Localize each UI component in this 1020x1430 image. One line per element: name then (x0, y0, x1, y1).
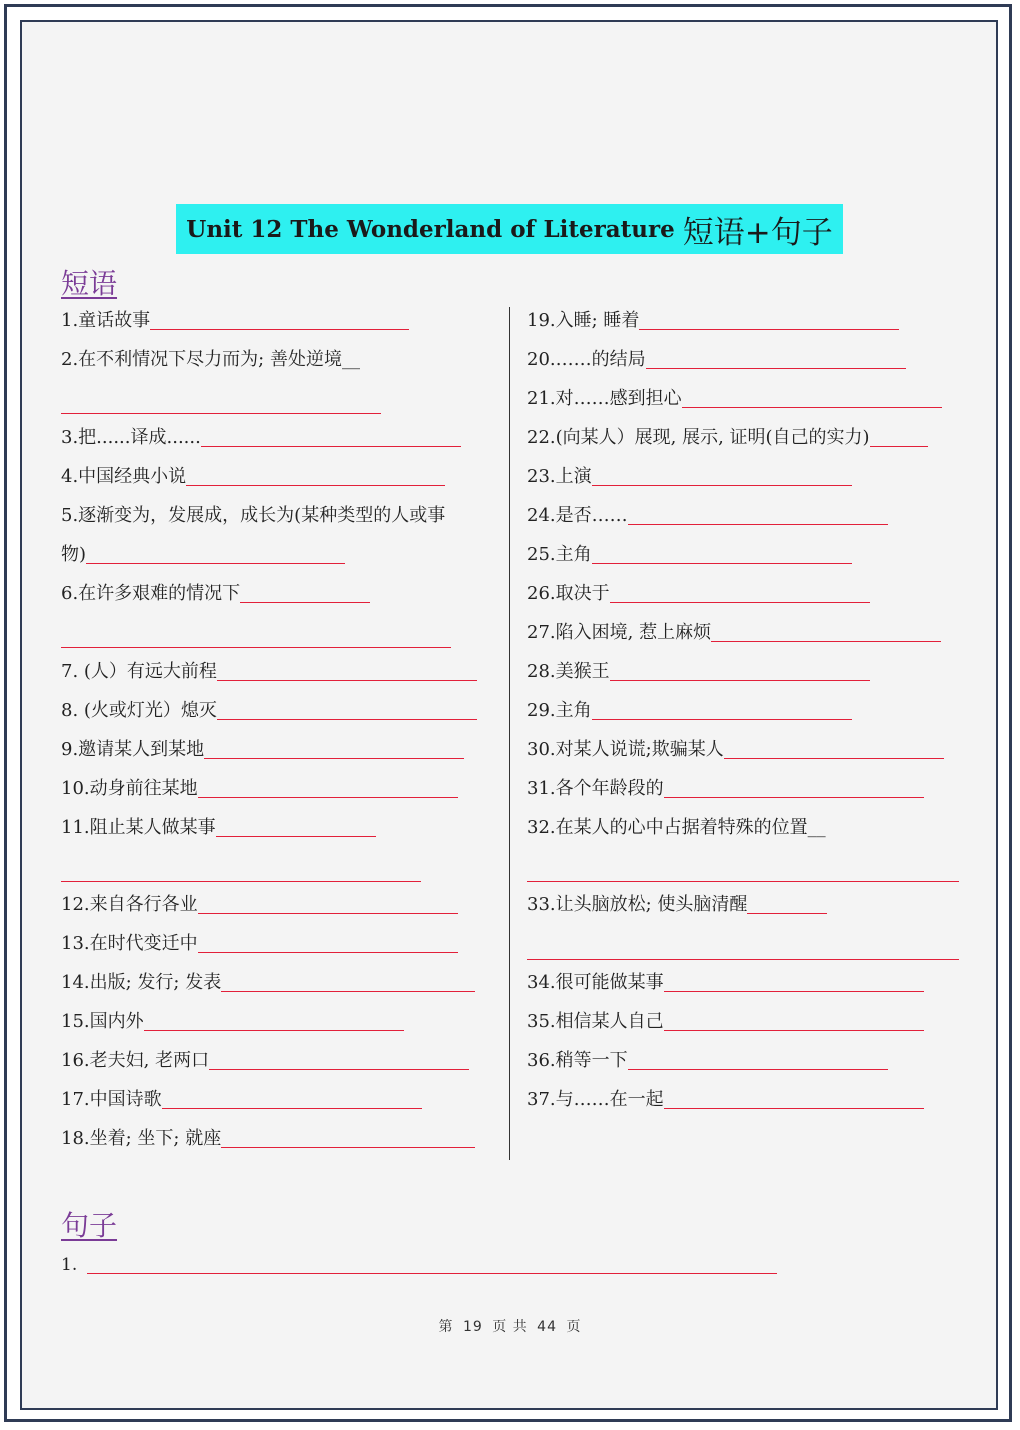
item-text: 34.很可能做某事 (527, 972, 664, 993)
item-text: 8. (火或灯光）熄灭 (61, 700, 217, 721)
list-item (61, 698, 477, 728)
answer-blank[interactable] (61, 646, 451, 648)
item-text: 22.(向某人）展现, 展示, 证明(自己的实力) (527, 427, 870, 448)
answer-blank[interactable] (150, 328, 409, 330)
list-item (61, 464, 445, 494)
item-text: 26.取决于 (527, 583, 610, 604)
footer-page-number: 19 (462, 1319, 483, 1335)
list-item (61, 970, 475, 1000)
list-item (61, 308, 409, 338)
footer-total-pages: 44 (537, 1319, 557, 1335)
item-text: 19.入睡; 睡着 (527, 310, 640, 331)
item-text: 33.让头脑放松; 使头脑清醒 (527, 894, 748, 915)
item-text: 29.主角 (527, 700, 592, 721)
list-item (527, 892, 827, 922)
answer-blank[interactable] (639, 328, 899, 330)
answer-blank[interactable] (186, 484, 445, 486)
item-text: 30.对某人说谎;欺骗某人 (527, 739, 724, 760)
list-item (527, 1048, 888, 1078)
item-text: 13.在时代变迁中 (61, 933, 198, 954)
answer-blank[interactable] (610, 679, 870, 681)
answer-blank[interactable] (664, 990, 924, 992)
list-item (61, 425, 461, 455)
answer-blank[interactable] (216, 835, 376, 837)
list-item (527, 308, 899, 338)
item-text: 2.在不利情况下尽力而为; 善处逆境__ (61, 349, 360, 370)
list-item (527, 1009, 924, 1039)
answer-blank[interactable] (724, 757, 944, 759)
item-text: 21.对……感到担心 (527, 388, 682, 409)
list-item (61, 1009, 404, 1039)
sentence-item (61, 1252, 781, 1282)
item-text: 27.陷入困境, 惹上麻烦 (527, 622, 712, 643)
item-text: 35.相信某人自己 (527, 1011, 664, 1032)
item-text: 36.稍等一下 (527, 1050, 628, 1071)
item-text: 12.来自各行各业 (61, 894, 198, 915)
item-text: 23.上演 (527, 466, 592, 487)
list-item (61, 659, 477, 689)
title-chinese: 短语+句子 (682, 214, 833, 251)
item-text: 16.老夫妇, 老两口 (61, 1050, 210, 1071)
answer-blank[interactable] (86, 562, 345, 564)
list-item (527, 698, 852, 728)
list-item (61, 815, 376, 845)
answer-blank[interactable] (527, 880, 959, 882)
footer-suffix: 页 (566, 1319, 582, 1335)
item-text: 24.是否…… (527, 505, 628, 526)
list-item (61, 503, 445, 533)
list-item (527, 815, 826, 845)
answer-blank[interactable] (592, 718, 852, 720)
list-item (61, 347, 360, 377)
list-item (61, 1087, 422, 1117)
answer-blank[interactable] (221, 990, 475, 992)
answer-blank[interactable] (610, 601, 870, 603)
list-item (527, 386, 942, 416)
item-text: 1. (61, 1255, 78, 1275)
list-item (527, 347, 906, 377)
answer-blank[interactable] (240, 601, 370, 603)
list-item (61, 581, 370, 611)
answer-blank[interactable] (682, 406, 942, 408)
answer-blank[interactable] (592, 562, 852, 564)
answer-blank[interactable] (162, 1107, 422, 1109)
list-item (527, 425, 928, 455)
item-text: 17.中国诗歌 (61, 1089, 162, 1110)
item-text: 11.阻止某人做某事 (61, 817, 216, 838)
page-title (176, 204, 843, 254)
list-item (61, 542, 345, 572)
list-item (61, 1048, 469, 1078)
item-text: 37.与……在一起 (527, 1089, 664, 1110)
item-text: 物) (61, 544, 87, 565)
list-item (527, 542, 852, 572)
page-footer (0, 1316, 1020, 1336)
answer-blank[interactable] (664, 1107, 924, 1109)
footer-middle: 页 共 (492, 1319, 528, 1335)
list-item (61, 931, 458, 961)
item-text: 14.出版; 发行; 发表 (61, 972, 222, 993)
answer-blank[interactable] (628, 523, 888, 525)
list-item (61, 737, 464, 767)
item-text: 5.逐渐变为，发展成，成长为(某种类型的人或事 (61, 505, 446, 526)
list-item (61, 892, 458, 922)
item-text: 25.主角 (527, 544, 592, 565)
sentences-heading: 句子 (61, 1209, 118, 1242)
item-text: 10.动身前往某地 (61, 778, 198, 799)
list-item (527, 1087, 924, 1117)
list-item (527, 659, 870, 689)
list-item (527, 776, 924, 806)
item-text: 3.把......译成...... (61, 427, 201, 448)
list-item (527, 620, 941, 650)
answer-blank[interactable] (711, 640, 941, 642)
list-item (61, 776, 458, 806)
item-text: 32.在某人的心中占据着特殊的位置__ (527, 817, 826, 838)
list-item (527, 970, 924, 1000)
title-english: Unit 12 The Wonderland of Literature (186, 215, 675, 243)
answer-blank[interactable] (209, 1068, 469, 1070)
answer-blank[interactable] (198, 796, 458, 798)
list-item (527, 737, 944, 767)
item-text: 28.美猴王 (527, 661, 610, 682)
answer-blank[interactable] (204, 757, 464, 759)
answer-blank[interactable] (527, 958, 959, 960)
answer-blank[interactable] (870, 445, 928, 447)
answer-blank[interactable] (87, 1272, 777, 1274)
answer-blank[interactable] (217, 718, 477, 720)
list-item (527, 581, 870, 611)
answer-blank[interactable] (198, 951, 458, 953)
answer-blank[interactable] (217, 679, 477, 681)
answer-blank[interactable] (144, 1029, 404, 1031)
item-text: 1.童话故事 (61, 310, 151, 331)
answer-blank[interactable] (646, 367, 906, 369)
answer-blank[interactable] (592, 484, 852, 486)
answer-blank[interactable] (201, 445, 461, 447)
answer-blank[interactable] (747, 912, 827, 914)
list-item (527, 464, 852, 494)
answer-blank[interactable] (628, 1068, 888, 1070)
item-text: 9.邀请某人到某地 (61, 739, 205, 760)
answer-blank[interactable] (61, 412, 381, 414)
answer-blank[interactable] (664, 1029, 924, 1031)
phrases-heading: 短语 (61, 267, 118, 300)
item-text: 15.国内外 (61, 1011, 144, 1032)
footer-prefix: 第 (438, 1319, 454, 1335)
answer-blank[interactable] (221, 1146, 475, 1148)
answer-blank[interactable] (664, 796, 924, 798)
answer-blank[interactable] (61, 880, 421, 882)
item-text: 20.……的结局 (527, 349, 646, 370)
column-divider (509, 307, 510, 1160)
list-item (527, 503, 888, 533)
item-text: 7. (人）有远大前程 (61, 661, 217, 682)
list-item (61, 1126, 475, 1156)
item-text: 31.各个年龄段的 (527, 778, 664, 799)
item-text: 4.中国经典小说 (61, 466, 187, 487)
answer-blank[interactable] (198, 912, 458, 914)
item-text: 6.在许多艰难的情况下 (61, 583, 241, 604)
item-text: 18.坐着; 坐下; 就座 (61, 1128, 222, 1149)
